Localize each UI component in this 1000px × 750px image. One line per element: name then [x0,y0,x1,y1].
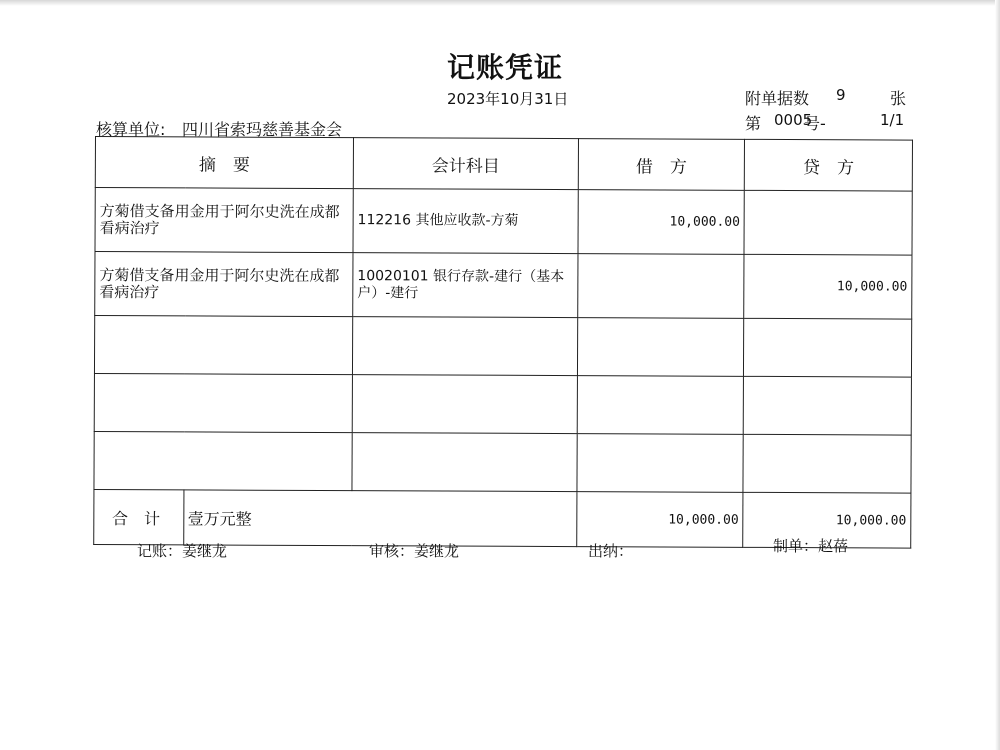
row-summary: 方菊借支备用金用于阿尔史洗在成都看病治疗 [95,252,353,317]
reviewer: 审核：姜继龙 [369,542,460,560]
empty-cell [352,317,577,376]
row-subject: 10020101 银行存款-建行（基本户）-建行 [353,253,578,318]
header-credit: 贷 方 [745,139,913,191]
accounting-unit-label: 核算单位: [96,120,166,139]
empty-cell [577,434,744,493]
voucher-number-suffix: 号- [804,114,826,133]
attachment-unit: 张 [890,89,907,108]
empty-cell [94,373,352,432]
empty-cell [94,431,352,490]
table-row [95,188,912,256]
row-summary: 方菊借支备用金用于阿尔史洗在成都看病治疗 [95,188,353,253]
voucher-table [93,136,913,549]
empty-cell [743,434,911,493]
empty-cell [94,316,352,375]
cashier: 出纳： [588,542,634,560]
empty-row [94,373,911,435]
voucher-title: 记账凭证 [446,51,563,84]
voucher-date: 2023年10月31日 [447,90,569,108]
empty-cell [352,433,577,492]
preparer: 制单：赵蓓 [773,537,849,555]
empty-cell [352,375,577,434]
page-number: 1/1 [880,111,905,129]
scan-edge-top [0,0,1000,6]
scan-edge-right [995,0,1000,750]
row-subject: 112216 其他应收款-方菊 [353,189,578,254]
empty-row [94,431,911,493]
row-credit: 10,000.00 [744,254,912,319]
total-debit: 10,000.00 [576,492,743,548]
total-amount-in-words: 壹万元整 [184,490,577,547]
empty-cell [577,318,744,377]
table-header-row [95,137,912,192]
accounting-unit-name: 四川省索玛慈善基金会 [182,120,343,139]
total-label: 合计 [94,489,185,544]
header-subject: 会计科目 [353,138,578,190]
table-row [95,252,912,320]
voucher-number: 0005 [774,111,813,129]
voucher-number-prefix: 第 [745,114,762,133]
header-summary: 摘 要 [95,137,353,189]
empty-cell [744,318,912,377]
header-debit: 借 方 [578,139,745,191]
empty-cell [744,376,912,435]
row-debit: 10,000.00 [578,190,745,255]
row-credit [744,190,912,255]
row-debit [577,254,744,319]
total-credit: 10,000.00 [743,492,911,548]
bookkeeper: 记账：姜继龙 [137,542,228,560]
attachment-label: 附单据数 [745,89,810,108]
attachment-count: 9 [836,86,846,104]
empty-cell [577,376,744,435]
empty-row [94,316,911,378]
